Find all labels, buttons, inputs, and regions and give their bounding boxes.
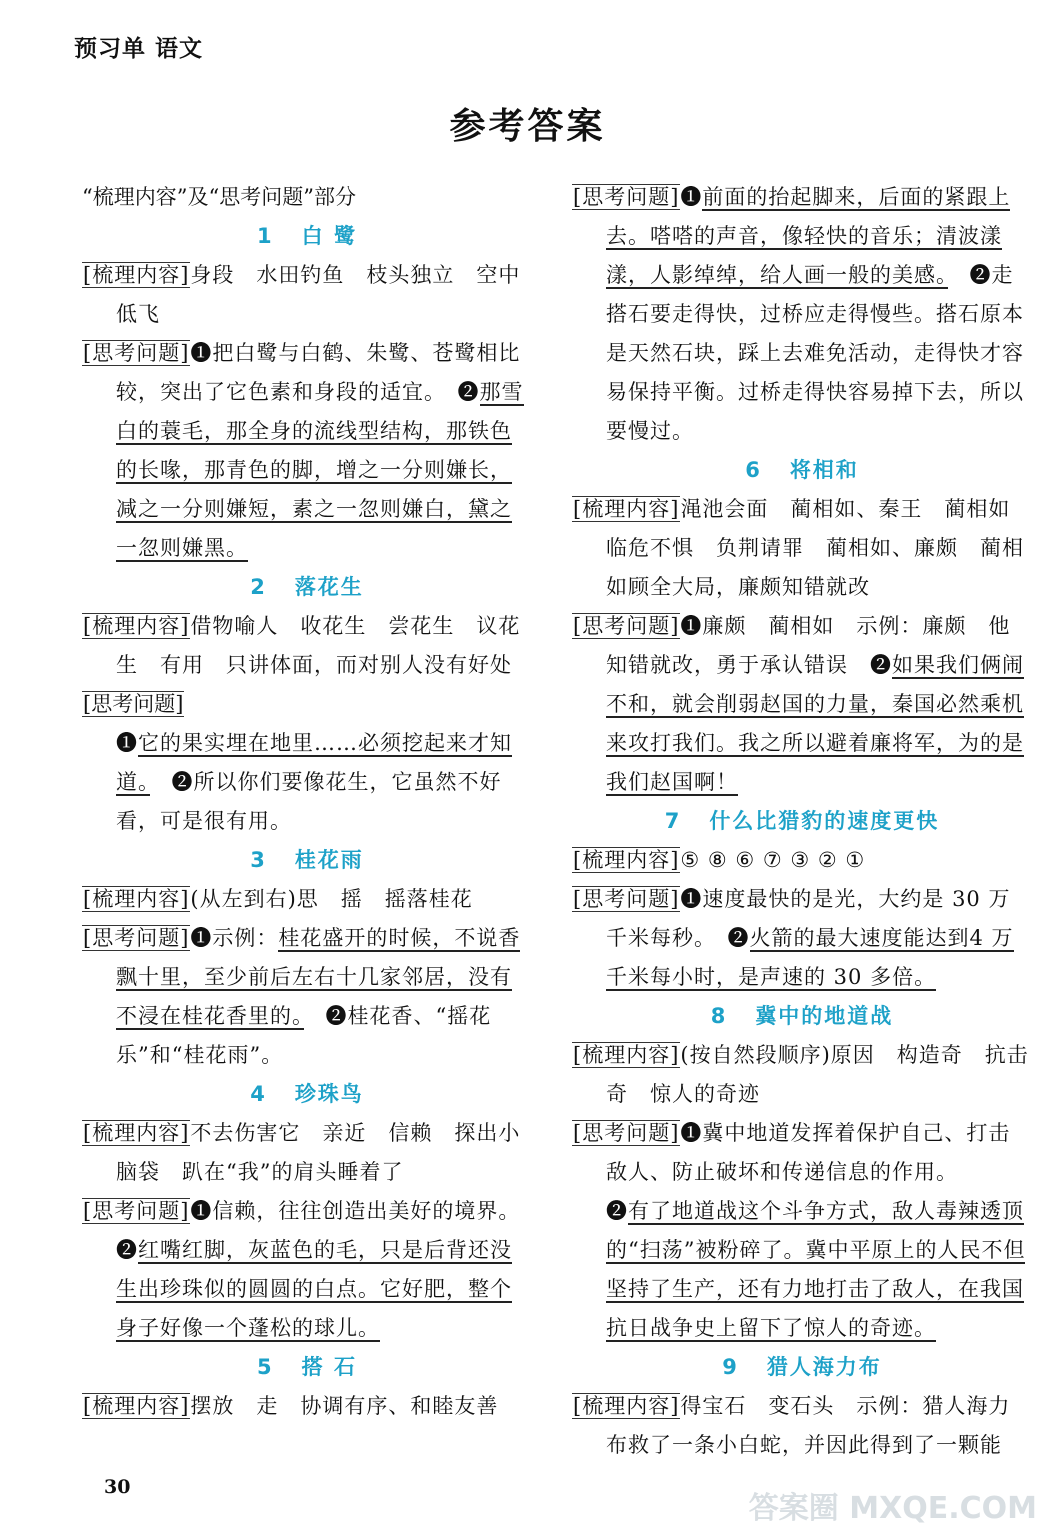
section-3-outline: [梳理内容](从左到右)思 摇 摇落桂花 — [83, 887, 473, 911]
section-4-questions-2: ❷红嘴红脚，灰蓝色的毛，只是后背还没生出珍珠似的圆圆的白点。它好肥，整个身子好像一个蓬松的球儿。 — [116, 1238, 512, 1340]
section-7-questions: [思考问题]❶速度最快的是光，大约是 30 万千米每秒。 ❷火箭的最大速度能达到4 万千米每小时，是声速的 30 多倍。 — [573, 887, 1014, 989]
page-title: 参考答案 — [449, 105, 606, 147]
section-2-title: 2 落花生 — [250, 575, 364, 599]
section-8-title: 8 冀中的地道战 — [710, 1004, 894, 1028]
right-column — [572, 178, 1032, 1465]
page-number: 30 — [104, 1476, 131, 1498]
section-9-title: 9 猎人海力布 — [722, 1355, 882, 1379]
section-3-title: 3 桂花雨 — [250, 848, 364, 872]
section-6-title: 6 将相和 — [745, 458, 859, 482]
watermark: 答案圈 MXQE.COM — [748, 1491, 1037, 1526]
section-4-outline: [梳理内容]不去伤害它 亲近 信赖 探出小脑袋 趴在“我”的肩头睡着了 — [83, 1121, 521, 1184]
section-3-questions: [思考问题]❶示例：桂花盛开的时候，不说香飘十里，至少前后左右十几家邻居，没有不浸在桂花香里的。 ❷桂花香、“摇花乐”和“桂花雨”。 — [83, 926, 521, 1067]
section-5-title: 5 搭 石 — [257, 1355, 357, 1379]
left-column — [82, 178, 532, 1426]
section-1-outline: [梳理内容]身段 水田钓鱼 枝头独立 空中低飞 — [83, 263, 521, 326]
section-7-title: 7 什么比猎豹的速度更快 — [664, 809, 940, 833]
section-4-questions: [思考问题]❶信赖，往往创造出美好的境界。 — [83, 1199, 521, 1223]
section-8-outline: [梳理内容](按自然段顺序)原因 构造奇 抗击奇 惊人的奇迹 — [573, 1043, 1029, 1106]
section-2-questions: ❶它的果实埋在地里……必须挖起来才知道。 ❷所以你们要像花生，它虽然不好看，可是很有用。 — [116, 731, 512, 833]
section-8-questions: [思考问题]❶冀中地道发挥着保护自己、打击敌人、防止破坏和传递信息的作用。 — [573, 1121, 1011, 1184]
section-1-questions: [思考问题]❶把白鹭与白鹤、朱鹭、苍鹭相比较，突出了它色素和身段的适宜。 ❷那雪白的蓑毛，那全身的流线型结构，那铁色的长喙，那青色的脚，增之一分则嫌长，减之一分则嫌短，素之一忽则嫌白，黛之一忽则嫌黑。 — [83, 341, 524, 560]
section-5-outline: [梳理内容]摆放 走 协调有序、和睦友善 — [83, 1394, 499, 1418]
section-6-questions: [思考问题]❶廉颇 蔺相如 示例：廉颇 他知错就改，勇于承认错误 ❷如果我们俩闹不和，就会削弱赵国的力量，秦国必然乘机来攻打我们。我之所以避着廉将军，为的是我们赵国啊！ — [573, 614, 1024, 794]
book-header: 预习单 语文 — [74, 36, 204, 62]
section-9-outline: [梳理内容]得宝石 变石头 示例：猎人海力布救了一条小白蛇，并因此得到了一颗能 — [573, 1394, 1011, 1457]
section-8-questions-2: ❷有了地道战这个斗争方式，敌人毒辣透顶的“扫荡”被粉碎了。冀中平原上的人民不但坚持了生产，还有力地打击了敌人，在我国抗日战争史上留下了惊人的奇迹。 — [606, 1199, 1026, 1340]
section-6-outline: [梳理内容]渑池会面 蔺相如、秦王 蔺相如临危不惧 负荆请罪 蔺相如、廉颇 蔺相如顾全大局，廉颇知错就改 — [573, 497, 1024, 599]
section-1-title: 1 白 鹭 — [257, 224, 357, 248]
section-5-questions: [思考问题]❶前面的抬起脚来，后面的紧跟上去。嗒嗒的声音，像轻快的音乐；清波漾漾，人影绰绰，给人画一般的美感。 ❷走搭石要走得快，过桥应走得慢些。搭石原本是天然石块，踩上去难免活动，走得快才容易保持平衡。过桥走得快容易掉下去，所以要慢过。 — [573, 185, 1024, 443]
intro-line: “梳理内容”及“思考问题”部分 — [82, 185, 356, 209]
section-2-questions-label: [思考问题] — [83, 692, 184, 716]
section-7-outline: [梳理内容]⑤ ⑧ ⑥ ⑦ ③ ② ① — [573, 848, 866, 872]
section-2-outline: [梳理内容]借物喻人 收花生 尝花生 议花生 有用 只讲体面，而对别人没有好处 — [83, 614, 521, 677]
section-4-title: 4 珍珠鸟 — [250, 1082, 364, 1106]
